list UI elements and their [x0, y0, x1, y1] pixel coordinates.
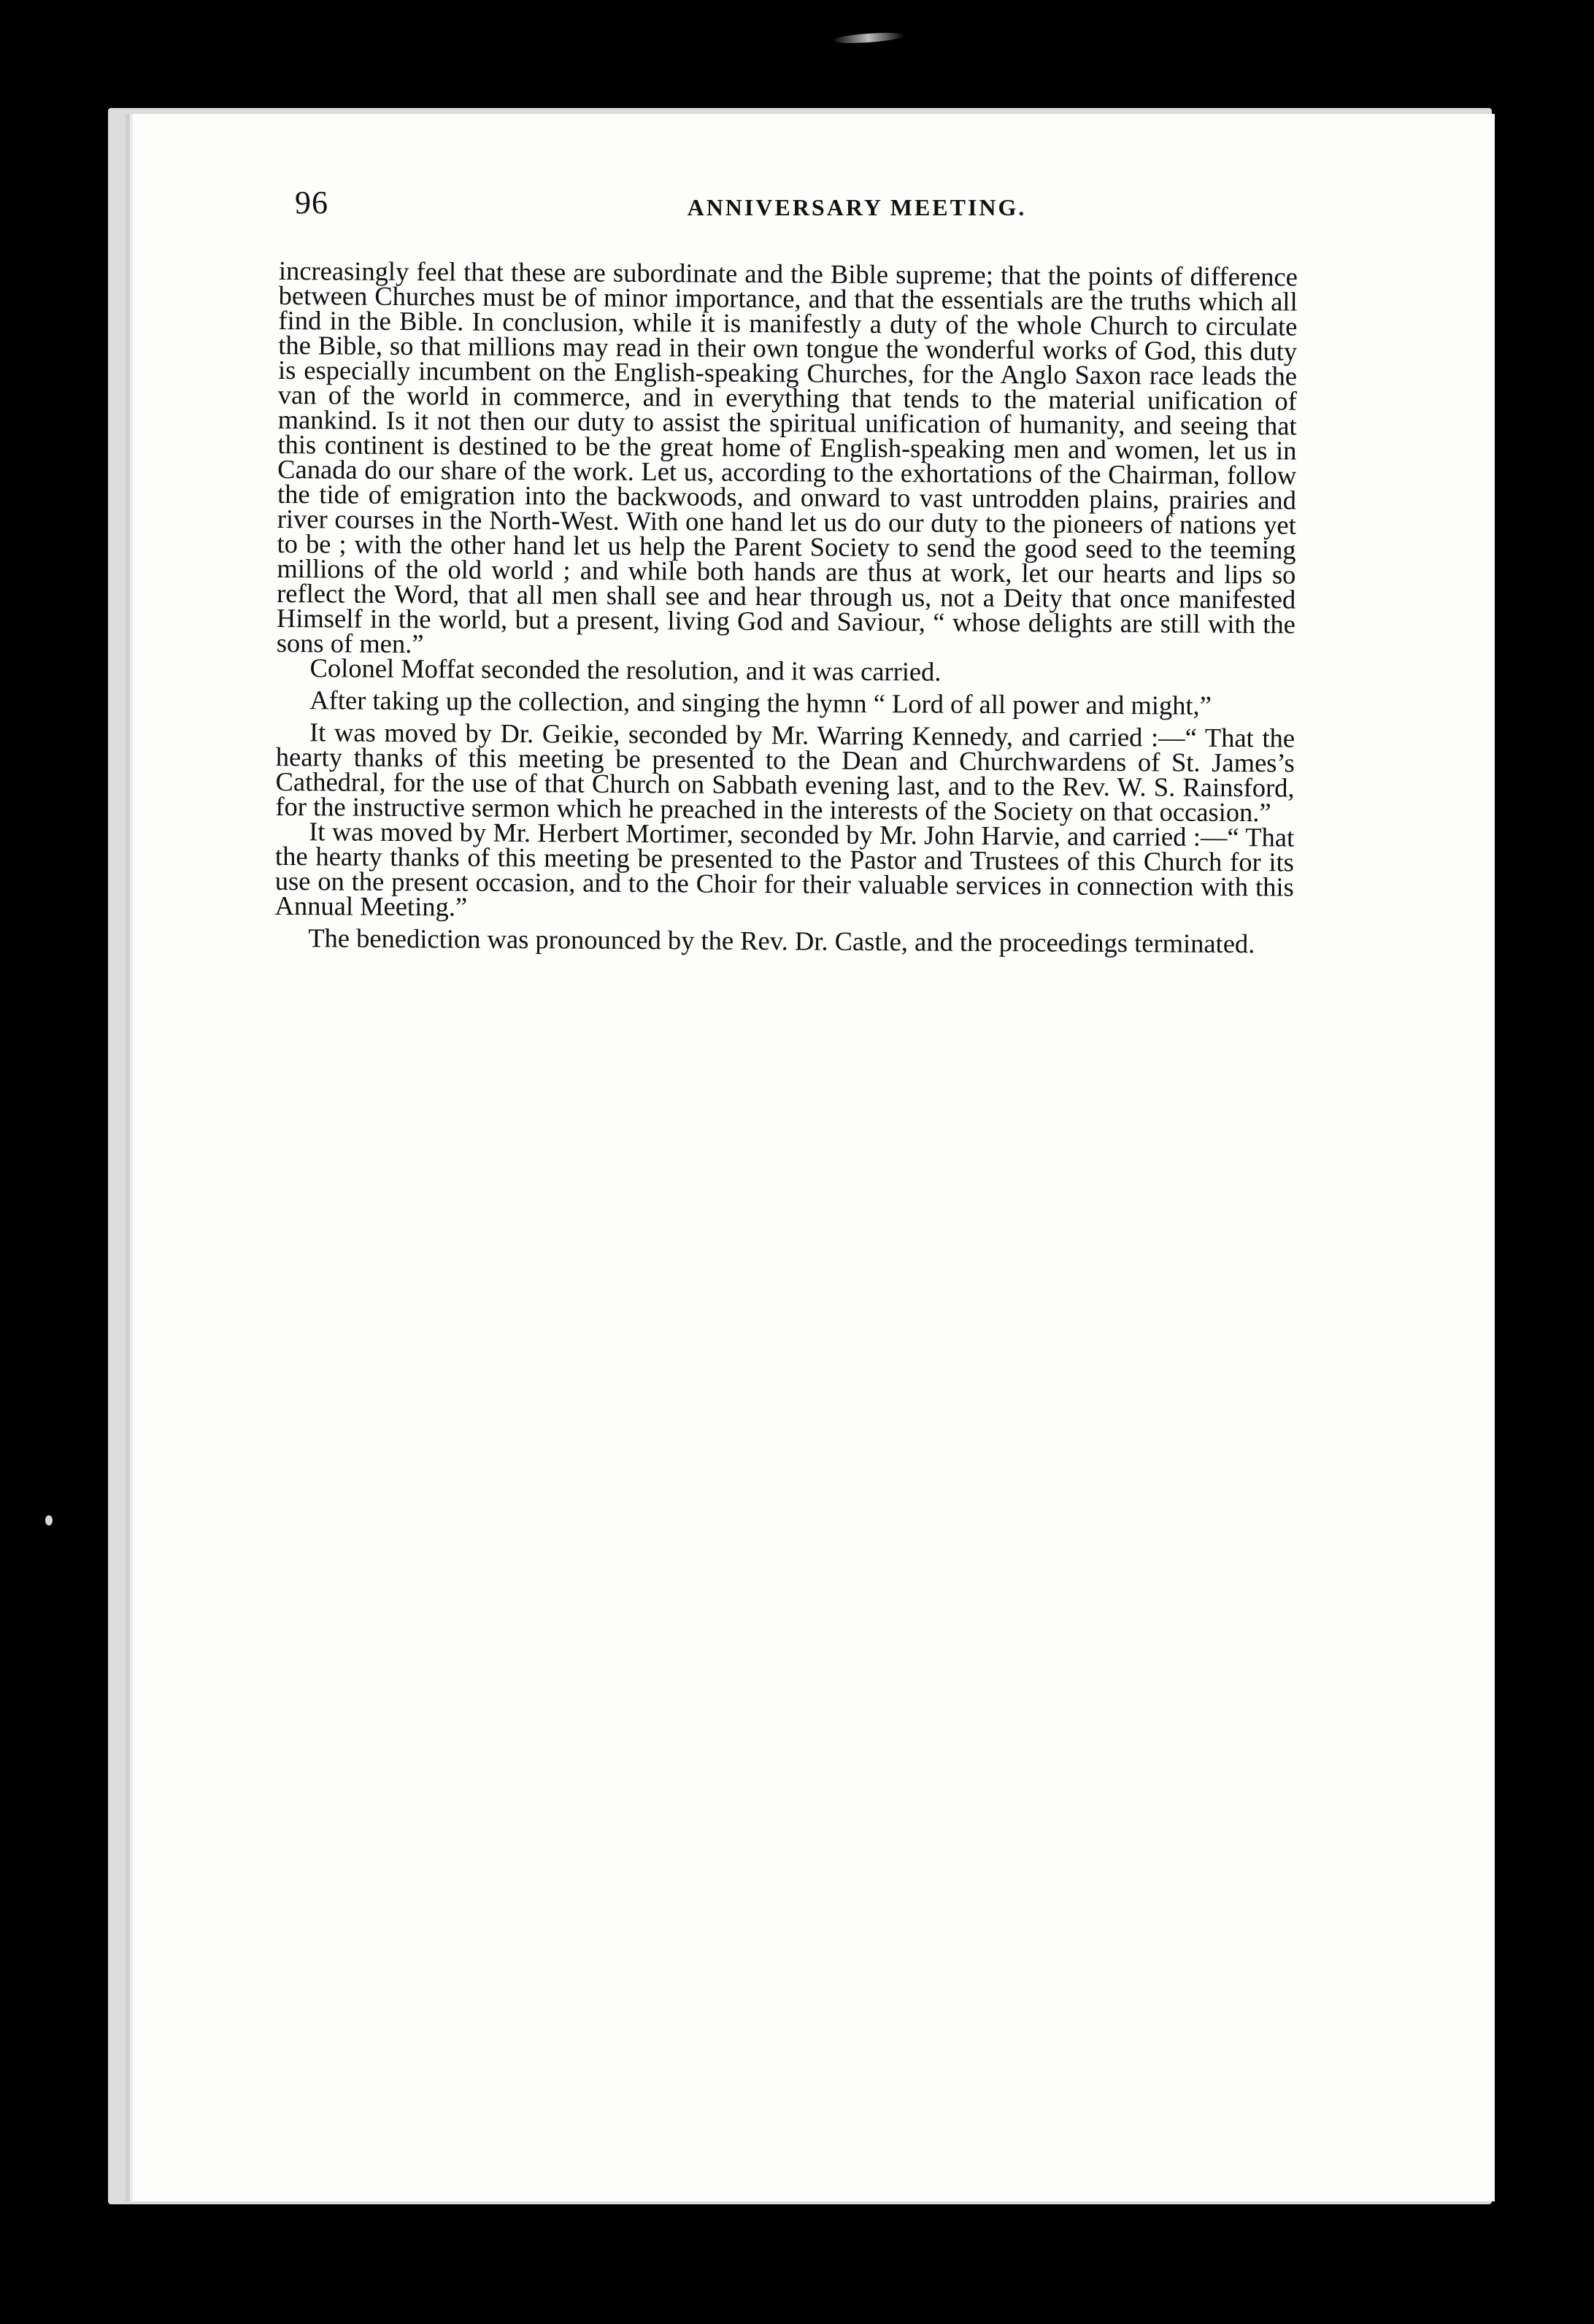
paragraph-collection-hymn: After taking up the collection, and singing the hymn “ Lord of all power and might,” — [309, 685, 1212, 720]
page-number: 96 — [295, 185, 328, 220]
running-title: ANNIVERSARY MEETING. — [687, 194, 1027, 220]
scan-speck — [45, 1515, 53, 1525]
paragraph-benediction: The benediction was pronounced by the Rev. Dr. Castle, and the proceedings terminated. — [308, 923, 1255, 959]
paragraph-closing-address: increasingly feel that these are subordinate and the Bible supreme; that the points of difference between Churches must be of minor importance, and that the essentials are the truths which all find in the Bible. In conclusion, while it is manifestly a duty of the whole Church to circulate the Bible, so that millions may read in their own tongue the wonderful works of God, this duty is especially incumbent on the English-speaking Churches, for the Anglo Saxon race leads the van of the world in commerce, and in everything that tends to the material unification of mankind. Is it not then our duty to assist the spiritual unification of humanity, and seeing that this continent is destined to be the great home of English-speaking men and women, let us in Canada do our share of the work. Let us, according to the exhortations of the Chairman, follow the tide of emigration into the backwoods, and onward to vast untrodden plains, prairies and river courses in the North-West. With one hand let us do our duty to the pioneers of nations yet to be ; with the other hand let us help the Parent Society to send the good seed to the teeming millions of the old world ; and while both hands are thus at work, let our hearts and lips so reflect the Word, that all men shall see and hear through us, not a Deity that once manifested Himself in the world, but a present, living God and Saviour, “ whose delights are still with the sons of men.” — [276, 255, 1298, 659]
paragraph-church-thanks: It was moved by Mr. Herbert Mortimer, seconded by Mr. John Harvie, and carried :—“ That the hearty thanks of this meeting be presented to the Pastor and Trustees of this Church for its use on the present occasion, and to the Choir for their valuable services in connection with this Annual Meeting.” — [274, 816, 1295, 922]
scan-smudge — [832, 31, 906, 45]
body-text — [274, 255, 1298, 959]
paragraph-cathedral-thanks: It was moved by Dr. Geikie, seconded by Mr. Warring Kennedy, and carried :—“ That the hearty thanks of this meeting be presented to the Dean and Churchwardens of St. James’s Cathedral, for the use of that Church on Sabbath evening last, and to the Rev. W. S. Rainsford, for the instructive sermon which he preached in the interests of the Society on that occasion.” — [275, 717, 1295, 828]
book-page — [133, 114, 1495, 2201]
page-header — [295, 184, 1419, 235]
paragraph-resolution-seconded: Colonel Moffat seconded the resolution, and it was carried. — [309, 653, 942, 687]
